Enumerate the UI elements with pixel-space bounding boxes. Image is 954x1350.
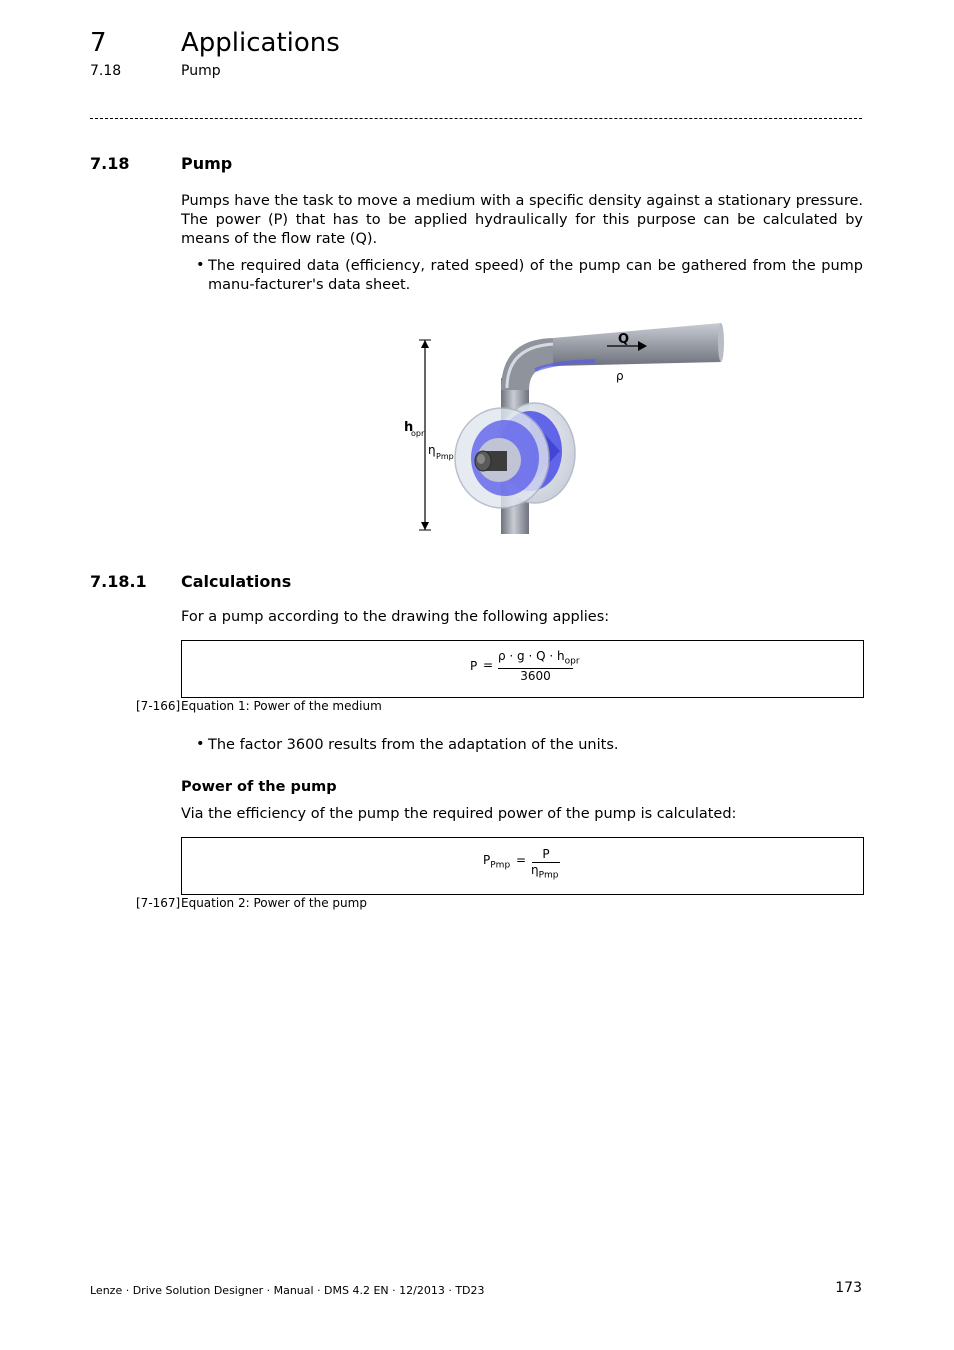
eq1-denominator: 3600: [520, 669, 551, 683]
power-intro: Via the efficiency of the pump the required power of the pump is calculated:: [181, 806, 737, 822]
chapter-number: 7: [90, 28, 107, 58]
pump-figure: [395, 318, 730, 540]
label-height-sub: opr: [411, 429, 425, 438]
header-divider: [90, 118, 862, 119]
subsection-number: 7.18.1: [90, 572, 147, 591]
eq2-caption-text: Equation 2: Power of the pump: [181, 896, 367, 910]
eq1-lhs: P: [470, 659, 478, 673]
chapter-title: Applications: [181, 28, 340, 58]
equation-1-box: [181, 640, 864, 698]
pipe-horizontal: [553, 323, 721, 366]
eq1-equals: =: [483, 658, 494, 672]
eq1-caption-number: [7-166]: [136, 699, 181, 713]
eq2-denominator-main: η: [531, 863, 539, 877]
eq2-equals: =: [516, 853, 527, 867]
eq2-denominator: [531, 863, 559, 880]
footer-text: Lenze · Drive Solution Designer · Manual · DMS 4.2 EN · 12/2013 · TD23: [90, 1284, 485, 1297]
bullet-marker: •: [196, 257, 205, 273]
label-height: h: [404, 420, 414, 435]
section-title: Pump: [181, 154, 233, 173]
power-heading: Power of the pump: [181, 779, 337, 795]
label-efficiency-sub: Pmp: [436, 452, 454, 461]
bullet-text: The required data (efficiency, rated speed) of the pump can be gathered from the pump manu-facturer's data sheet.: [208, 258, 863, 293]
eq2-lhs-main: P: [483, 853, 491, 867]
eq1-numerator: [498, 649, 580, 666]
calculations-intro: For a pump according to the drawing the following applies:: [181, 609, 610, 625]
header-section-title: Pump: [181, 63, 221, 79]
bullet-text-2: The factor 3600 results from the adaptation of the units.: [208, 737, 619, 753]
eq1-caption-text: Equation 1: Power of the medium: [181, 699, 382, 713]
eq2-lhs: [483, 853, 510, 870]
label-density: ρ: [616, 369, 624, 383]
intro-paragraph: Pumps have the task to move a medium with a specific density against a stationary pressure. The power (P) that has to be applied hydraulically for this purpose can be calculated by means of the flow rate (Q).: [181, 193, 863, 247]
bullet-marker-2: •: [196, 736, 205, 752]
label-efficiency: η: [428, 443, 436, 457]
equation-2-box: [181, 837, 864, 895]
section-number: 7.18: [90, 154, 130, 173]
eq2-caption-number: [7-167]: [136, 896, 181, 910]
header-section-number: 7.18: [90, 63, 122, 79]
eq1-numerator-main: ρ · g · Q · h: [498, 649, 565, 663]
label-flow-rate: Q: [618, 332, 630, 347]
subsection-title: Calculations: [181, 572, 292, 591]
eq2-lhs-sub: Pmp: [490, 860, 511, 871]
eq1-numerator-sub: opr: [564, 656, 580, 667]
eq2-numerator: P: [542, 847, 550, 861]
page-number: 173: [835, 1280, 862, 1296]
eq2-denominator-sub: Pmp: [538, 870, 559, 881]
